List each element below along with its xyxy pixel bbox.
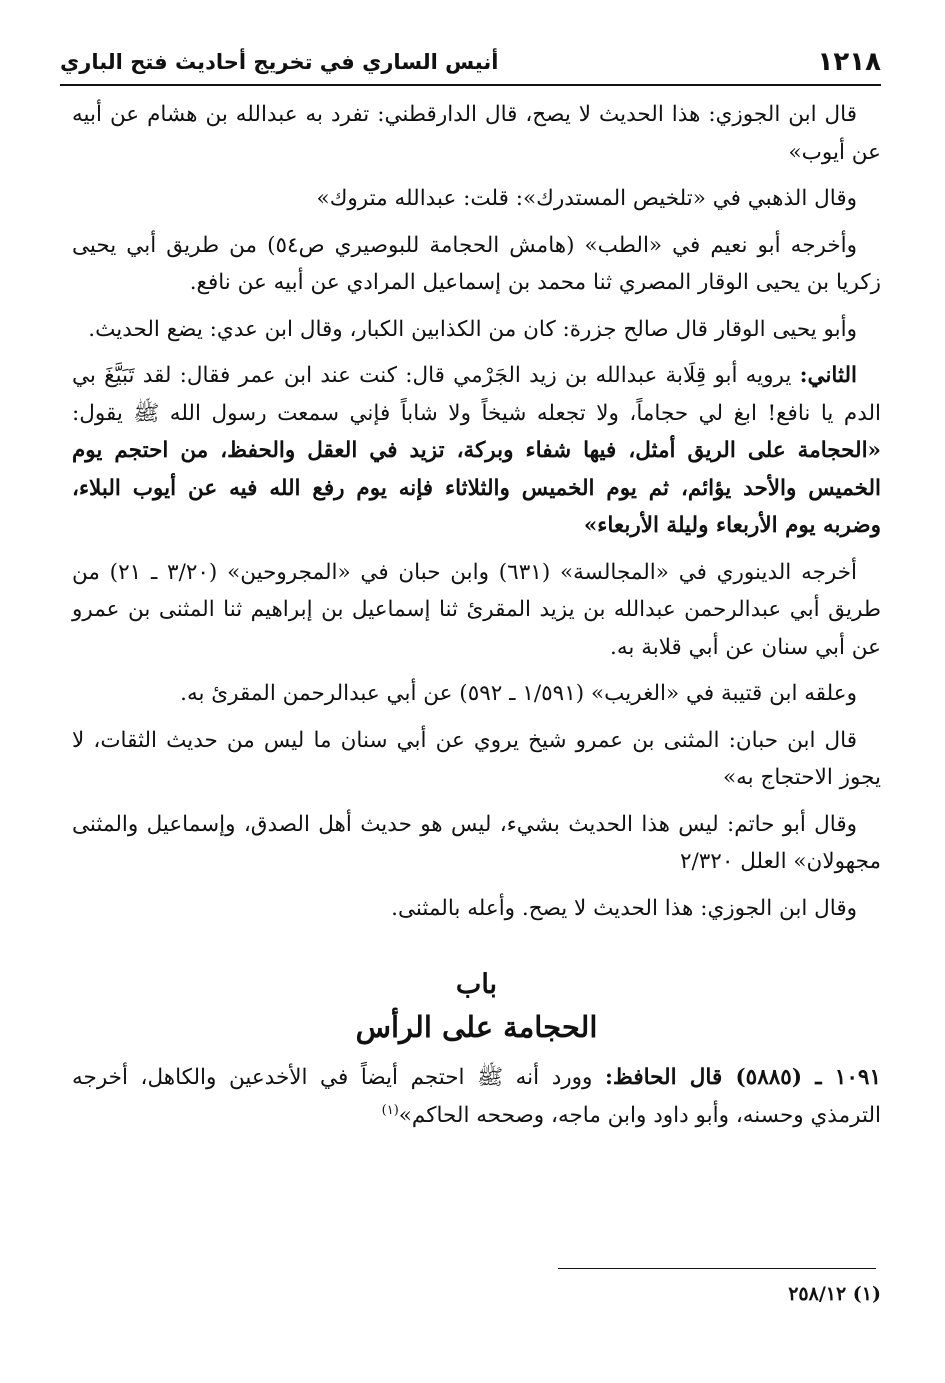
footnote-ref[interactable]: (١) (381, 1102, 399, 1118)
paragraph-ibn-hibban: قال ابن حبان: المثنى بن عمرو شيخ يروي عن أبي سنان ما ليس من حديث الثقات، لا يجوز الاحتجاج به» (72, 727, 881, 790)
section-bab: باب (455, 969, 498, 1000)
running-title: أنيس الساري في تخريج أحاديث فتح الباري (60, 50, 499, 74)
footnote: (١) ٢٥٨/١٢ (788, 1283, 881, 1305)
second-label: الثاني: (799, 363, 857, 388)
entry-number: ١٠٩١ ـ (٥٨٨٥) قال الحافظ: (605, 1065, 881, 1090)
page-header (60, 40, 881, 86)
paragraph-ibn-jawzi: قال ابن الجوزي: هذا الحديث لا يصح، قال الدارقطني: تفرد به عبدالله بن هشام عن أبيه عن أيوب» (72, 102, 881, 165)
paragraph-ibn-qutayba: وعلقه ابن قتيبة في «الغريب» (١/٥٩١ ـ ٥٩٢) عن أبي عبدالرحمن المقرئ به. (180, 681, 857, 706)
entry-1091 (72, 1059, 881, 1134)
paragraph-dhahabi: وقال الذهبي في «تلخيص المستدرك»: قلت: عبدالله متروك» (316, 186, 857, 211)
paragraph-waqqar: وأبو يحيى الوقار قال صالح جزرة: كان من الكذابين الكبار، وقال ابن عدي: يضع الحديث. (88, 316, 857, 342)
paragraph-abu-hatim: وقال أبو حاتم: ليس هذا الحديث بشيء، ليس هو حديث أهل الصدق، وإسماعيل والمثنى مجهولان» العلل ٢/٣٢٠ (72, 811, 881, 874)
entry-text: وورد أنه ﷺ احتجم أيضاً في الأخدعين والكاهل، أخرجه الترمذي وحسنه، وأبو داود وابن ماجه، وصححه الحاكم» (72, 1065, 881, 1128)
hadith-quote: «الحجامة على الريق أمثل، فيها شفاء وبركة، تزيد في العقل والحفظ، من احتجم يوم الخميس والأحد يؤائم، ثم يوم الخميس والثلاثاء فإنه يوم رفع الله فيه عن أيوب البلاء، وضربه يوم الأربعاء وليلة الأربعاء» (72, 438, 881, 538)
chapter-title: الحجامة على الرأس (355, 1010, 598, 1044)
paragraph-abu-nuaym: وأخرجه أبو نعيم في «الطب» (هامش الحجامة للبوصيري ص٥٤) من طريق أبي يحيى زكريا بن يحيى الوقار المصري ثنا محمد بن إسماعيل المرادي عن أبيه عن نافع. (72, 232, 881, 295)
page-body (72, 96, 881, 1143)
paragraph-ibn-jawzi-final: وقال ابن الجوزي: هذا الحديث لا يصح. وأعله بالمثنى. (391, 895, 857, 921)
page-number: ١٢١٨ (817, 47, 881, 77)
paragraph-second-narration (72, 357, 881, 545)
paragraph-dinawari: أخرجه الدينوري في «المجالسة» (٦٣١) وابن حبان في «المجروحين» (٣/٢٠ ـ ٢١) من طريق أبي عبدالرحمن عبدالله بن يزيد المقرئ ثنا إسماعيل بن إبراهيم ثنا المثنى بن عمرو عن أبي سنان عن أبي قلابة به. (72, 559, 881, 660)
second-narration-text: يرويه أبو قِلَابة عبدالله بن زيد الجَرْمي قال: كنت عند ابن عمر فقال: لقد تَبَيَّغَ بي الدم يا نافع! ابغ لي حجاماً، ولا تجعله شيخاً ولا شاباً فإني سمعت رسول الله ﷺ يقول: (72, 363, 881, 426)
footnote-divider (558, 1268, 876, 1269)
